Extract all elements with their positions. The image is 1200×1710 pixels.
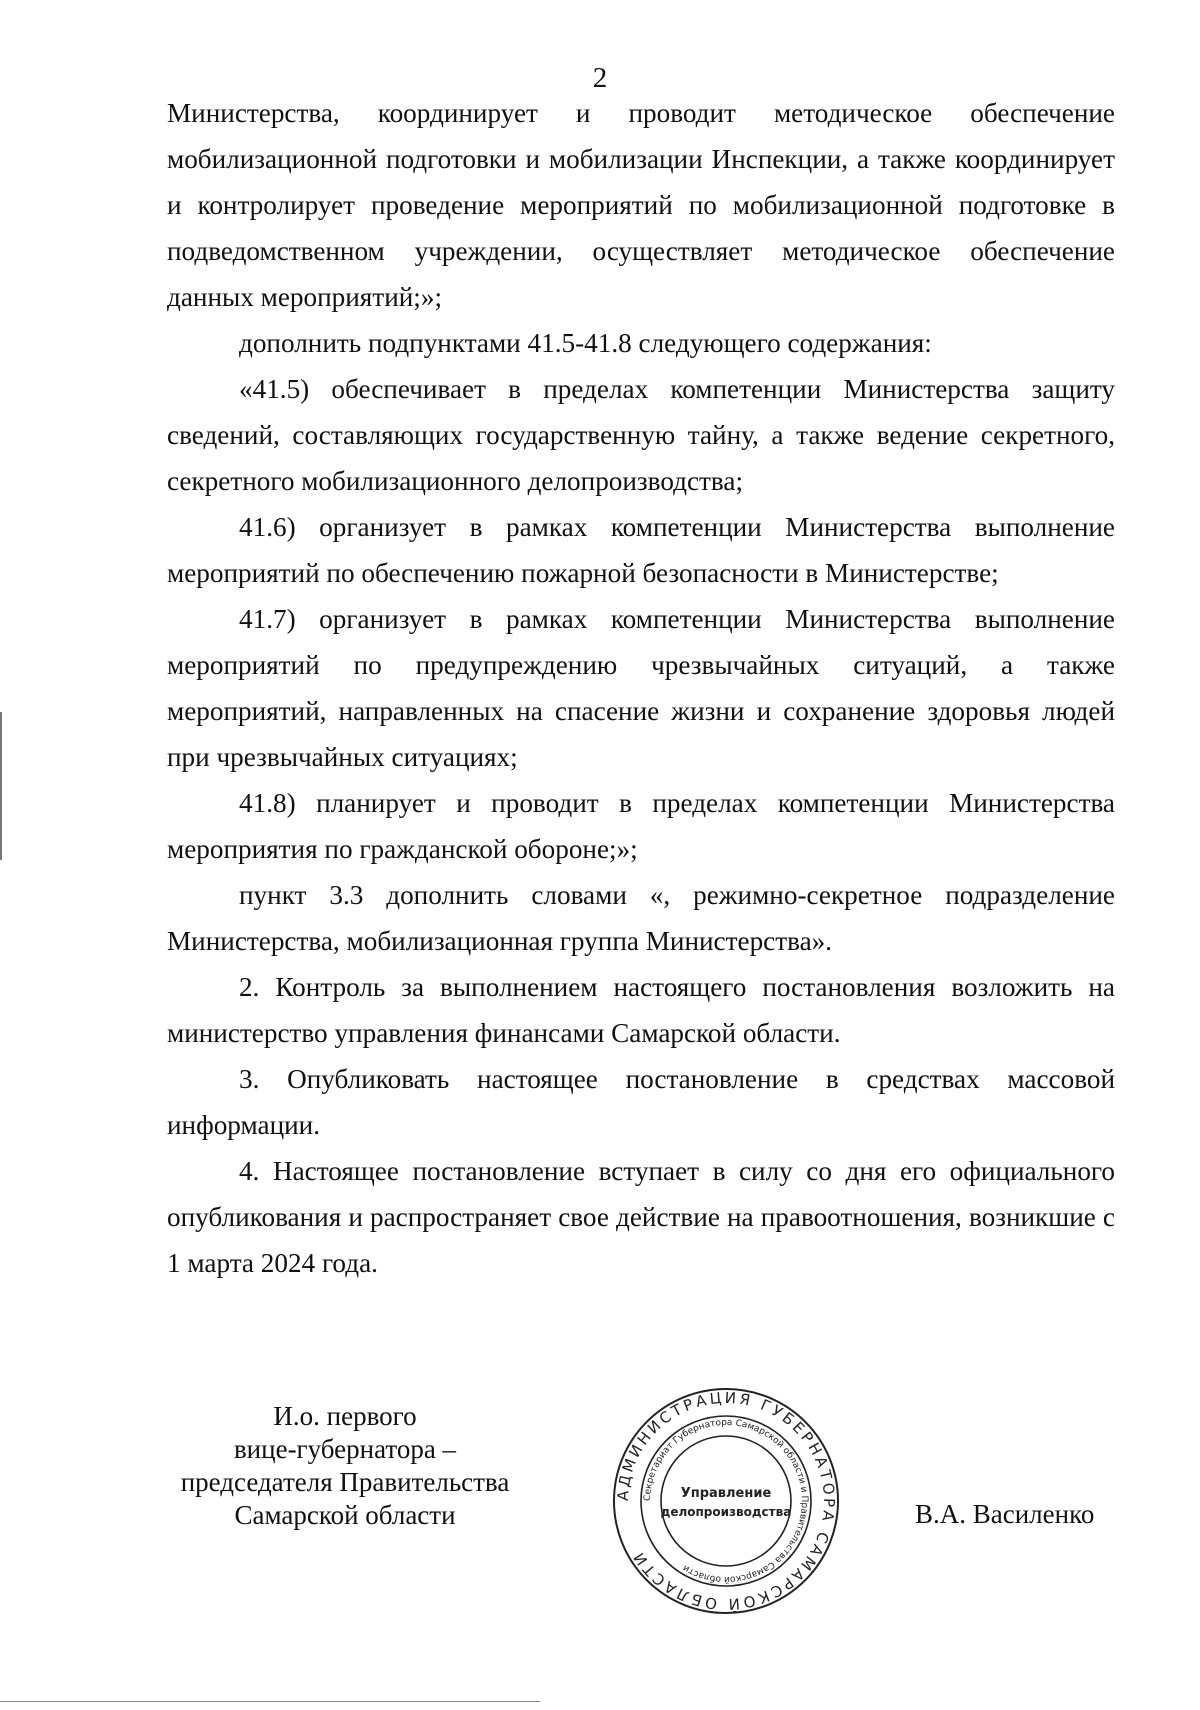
paragraph-item-2: 2. Контроль за выполнением настоящего постановления возложить на министерство управления финансами Самарской области.: [167, 972, 1115, 1048]
signatory-title-line: Самарской области: [234, 1500, 456, 1530]
paragraph-item-3: 3. Опубликовать настоящее постановление в средствах массовой информации.: [167, 1064, 1115, 1140]
stamp-inner-text: Секретариат Губернатора Самарской области и Правительства Самарской области: [642, 1417, 810, 1585]
paragraph-item-4: 4. Настоящее постановление вступает в силу со дня его официального опубликования и распространяет свое действие на правоотношения, возникшие с 1 марта 2024 года.: [167, 1156, 1115, 1278]
page-number: 2: [592, 62, 608, 94]
official-seal-stamp: [611, 1386, 841, 1616]
stamp-center-line: делопроизводства: [660, 1505, 792, 1519]
paragraph-41-6: 41.6) организует в рамках компетенции Министерства выполнение мероприятий по обеспечению пожарной безопасности в Министерстве;: [167, 512, 1115, 588]
scan-edge-mark: [0, 712, 2, 860]
document-body: [167, 90, 1115, 1286]
signatory-title-line: вице-губернатора –: [233, 1434, 457, 1464]
paragraph-41-7: 41.7) организует в рамках компетенции Министерства выполнение мероприятий по предупреждению чрезвычайных ситуаций, а также мероприятий, направленных на спасение жизни и сохранение здоровья людей при чрезвычайных ситуациях;: [167, 604, 1115, 772]
signatory-name: В.А. Василенко: [915, 1499, 1095, 1529]
signatory-title-line: И.о. первого: [273, 1401, 417, 1431]
signatory-title-line: председателя Правительства: [180, 1467, 510, 1497]
paragraph-amendment-intro: дополнить подпунктами 41.5-41.8 следующего содержания:: [239, 328, 932, 358]
signatory-title: [160, 1400, 530, 1532]
scan-edge-mark: [0, 1701, 540, 1702]
stamp-outer-text: АДМИНИСТРАЦИЯ ГУБЕРНАТОРА САМАРСКОЙ ОБЛАСТИ: [613, 1388, 839, 1614]
paragraph-point-3-3: пункт 3.3 дополнить словами «, режимно-секретное подразделение Министерства, мобилизационная группа Министерства».: [167, 880, 1115, 956]
paragraph-41-8: 41.8) планирует и проводит в пределах компетенции Министерства мероприятия по гражданской обороне;»;: [167, 788, 1115, 864]
stamp-center-line: Управление: [680, 1486, 772, 1501]
paragraph-continuation: Министерства, координирует и проводит методическое обеспечение мобилизационной подготовки и мобилизации Инспекции, а также координирует и контролирует проведение мероприятий по мобилизационной подготовке в подведомственном учреждении, осуществляет методическое обеспечение данных мероприятий;»;: [167, 98, 1115, 312]
paragraph-41-5: «41.5) обеспечивает в пределах компетенции Министерства защиту сведений, составляющих государственную тайну, а также ведение секретного, секретного мобилизационного делопроизводства;: [167, 374, 1115, 496]
